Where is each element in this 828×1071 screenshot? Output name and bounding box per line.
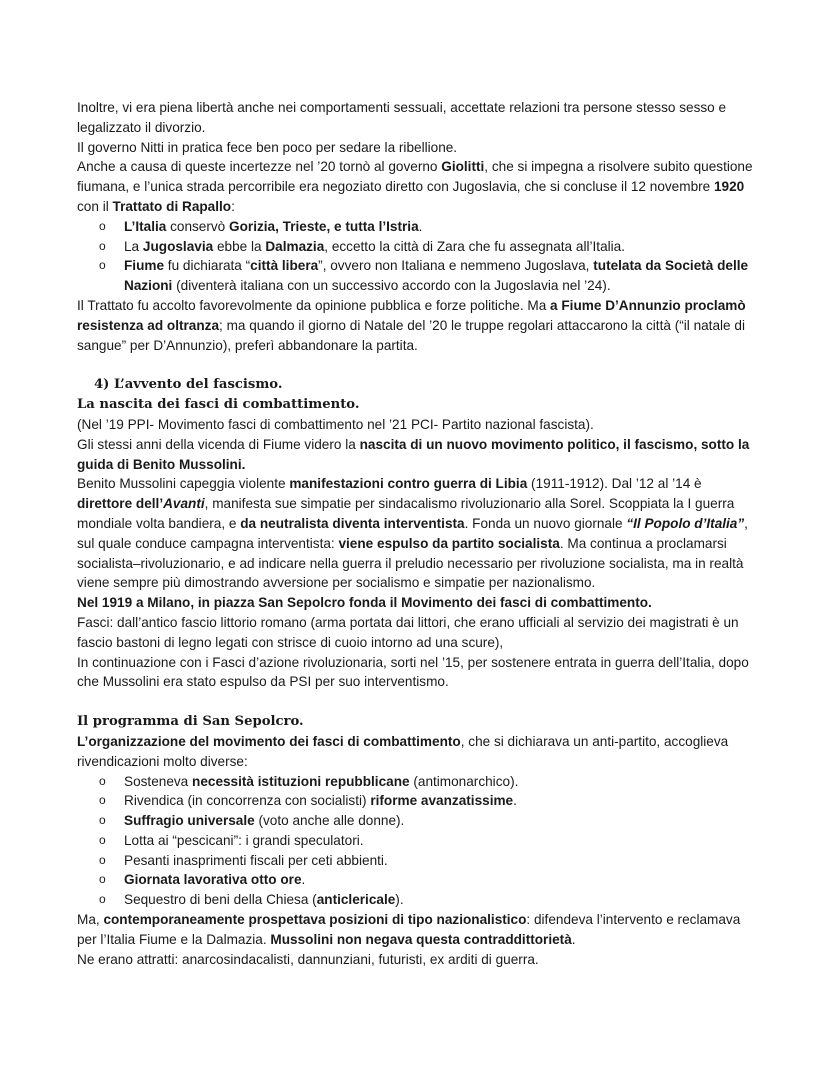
- rapallo-list: [77, 217, 757, 296]
- text-run: , che si impegna a risolvere subito questione fiumana, e l’unica strada percorribile era negoziato diretto con Jugoslavia, che si concluse il 12 novembre: [77, 159, 753, 195]
- list-item: [77, 811, 757, 831]
- program-list: [77, 772, 757, 911]
- text-run: Giolitti: [441, 159, 485, 175]
- bullet-icon: o: [99, 852, 106, 867]
- bullet-icon: o: [99, 218, 106, 233]
- text-run: :: [231, 198, 235, 214]
- paragraph-nationalism: [77, 910, 757, 950]
- text-run: Ne erano attratti: anarcosindacalisti, dannunziani, futuristi, ex arditi di guerra.: [77, 951, 539, 967]
- paragraph-treaty-reception: [77, 296, 757, 355]
- text-run: (1911-1912). Dal ’12 al ’14 è: [527, 476, 702, 492]
- list-item: [77, 890, 757, 910]
- text-run: La: [124, 238, 143, 254]
- paragraph-attracted: [77, 950, 757, 970]
- text-run: , sul quale conduce campagna interventista:: [77, 515, 748, 551]
- text-run: Dalmazia: [265, 238, 325, 254]
- text-run: (antimonarchico).: [409, 773, 519, 789]
- list-item: [77, 237, 757, 257]
- text-run: tutelata da Società delle Nazioni: [124, 258, 749, 294]
- text-run: .: [418, 218, 423, 234]
- text-run: Sosteneva: [124, 773, 193, 789]
- text-run: L’organizzazione del movimento dei fasci di combattimento: [77, 733, 461, 749]
- text-run: .: [571, 931, 576, 947]
- text-run: ”, ovvero non Italiana e nemmeno Jugoslava,: [318, 258, 594, 274]
- paragraph-timeline: [77, 415, 757, 435]
- text-run: Ma,: [77, 912, 104, 928]
- list-item: [77, 851, 757, 871]
- section-heading: 4) L’avvento del fascismo.: [94, 377, 283, 393]
- text-run: Nel 1919 a Milano, in piazza San Sepolcro fonda il Movimento dei fasci di combattimento.: [77, 595, 652, 611]
- text-run: Rivendica (in concorrenza con socialisti): [124, 793, 371, 809]
- paragraph-san-sepolcro: [77, 593, 757, 613]
- text-run: conservò: [166, 218, 230, 234]
- bullet-icon: o: [99, 892, 106, 907]
- text-run: riforme avanzatissime: [370, 793, 514, 809]
- bullet-icon: o: [99, 793, 106, 808]
- bullet-icon: o: [99, 832, 106, 847]
- text-run: Mussolini non negava questa contraddittorietà: [270, 931, 572, 947]
- text-run: Avanti: [163, 496, 205, 512]
- paragraph-giolitti: [77, 157, 757, 216]
- text-run: .: [513, 793, 517, 809]
- text-run: Fasci: dall’antico fascio littorio romano (arma portata dai littori, che erano ufficiali al servizio dei magistrati è un fascio bastoni di legno legati con strisce di cuoio intorno ad una scure),: [77, 614, 739, 650]
- paragraph-fasci-definition: [77, 613, 757, 653]
- text-run: città libera: [250, 258, 319, 274]
- text-run: direttore dell’: [77, 496, 164, 512]
- text-run: Lotta ai “pescicani”: i grandi speculatori.: [124, 832, 364, 848]
- text-run: Trattato di Rapallo: [112, 198, 232, 214]
- paragraph-organization: [77, 732, 757, 772]
- text-run: Fiume: [124, 258, 165, 274]
- text-run: Giornata lavorativa otto ore: [124, 872, 302, 888]
- text-run: nascita di un nuovo movimento politico, il fascismo, sotto la guida di Benito Mussolini.: [77, 436, 750, 472]
- text-run: , eccetto la città di Zara che fu assegnata all’Italia.: [324, 238, 626, 254]
- text-run: Sequestro di beni della Chiesa (: [124, 892, 317, 908]
- text-run: (diventerà italiana con un successivo accordo con la Jugoslavia nel ’24).: [172, 278, 611, 294]
- text-run: (voto anche alle donne).: [254, 813, 405, 829]
- subheading-programma: Il programma di San Sepolcro.: [77, 714, 304, 730]
- text-run: Il Trattato fu accolto favorevolmente da opinione pubblica e forze politiche. Ma: [77, 297, 551, 313]
- paragraph-fascism-birth: [77, 435, 757, 475]
- text-run: L’Italia: [124, 218, 167, 234]
- text-run: , che si dichiarava un anti-partito, accoglieva rivendicazioni molto diverse:: [77, 733, 729, 769]
- text-run: necessità istituzioni repubblicane: [192, 773, 410, 789]
- bullet-icon: o: [99, 872, 106, 887]
- list-item: [77, 217, 757, 237]
- list-item: [77, 256, 757, 296]
- paragraph-mussolini: [77, 474, 757, 593]
- paragraph-freedom: [77, 98, 757, 138]
- text-run: a Fiume D’Annunzio proclamò resistenza ad oltranza: [77, 297, 746, 333]
- text-run: : difendeva l’intervento e reclamava per l’Italia Fiume e la Dalmazia.: [77, 912, 741, 947]
- text-run: . Ma continua a proclamarsi socialista–rivoluzionario, e ad indicare nella guerra il preludio necessario per rivoluzione socialista, ma in realtà viene sempre più dimostrando avversione per socialismo e simpatie per nazionalismo.: [77, 535, 744, 591]
- text-run: contemporaneamente prospettava posizioni di tipo nazionalistico: [103, 912, 527, 928]
- text-run: Benito Mussolini capeggia violente: [77, 476, 290, 492]
- text-run: “Il Popolo d’Italia”: [626, 515, 745, 531]
- text-run: anticlericale: [316, 892, 396, 908]
- text-run: Gli stessi anni della vicenda di Fiume videro la: [77, 436, 360, 452]
- bullet-icon: o: [99, 238, 106, 253]
- text-run: da neutralista diventa interventista: [240, 515, 465, 531]
- paragraph-nitti: [77, 138, 757, 158]
- paragraph-continuation: [77, 653, 757, 693]
- text-run: viene espulso da partito socialista: [338, 535, 560, 551]
- bullet-icon: o: [99, 773, 106, 788]
- text-run: Pesanti inasprimenti fiscali per ceti abbienti.: [124, 852, 388, 868]
- text-run: Inoltre, vi era piena libertà anche nei comportamenti sessuali, accettate relazioni tra persone stesso sesso e legalizzato il divorzio.: [77, 100, 727, 135]
- text-run: (Nel ’19 PPI- Movimento fasci di combattimento nel ’21 PCI- Partito nazional fascista).: [77, 416, 594, 432]
- list-item: [77, 831, 757, 851]
- text-run: , manifesta sue simpatie per sindacalismo rivoluzionario alla Sorel. Scoppiata la I guerra mondiale volta bandiera, e: [77, 496, 735, 531]
- text-run: Gorizia, Trieste, e tutta l’Istria: [229, 218, 419, 234]
- text-run: manifestazioni contro guerra di Libia: [289, 476, 528, 492]
- list-item: [77, 772, 757, 792]
- text-run: ebbe la: [213, 238, 266, 254]
- text-run: . Fonda un nuovo giornale: [464, 515, 627, 531]
- text-run: Anche a causa di queste incertezze nel ’20 tornò al governo: [77, 159, 442, 175]
- bullet-icon: o: [99, 258, 106, 273]
- subheading-fasci: La nascita dei fasci di combattimento.: [77, 397, 360, 413]
- text-run: .: [301, 872, 306, 888]
- text-run: In continuazione con i Fasci d’azione rivoluzionaria, sorti nel ’15, per sostenere entrata in guerra dell’Italia, dopo che Mussolini era stato espulso da PSI per suo interventismo.: [77, 654, 749, 690]
- text-run: Il governo Nitti in pratica fece ben poco per sedare la ribellione.: [77, 139, 458, 155]
- text-run: ; ma quando il giorno di Natale del ’20 le truppe regolari attaccarono la città (“il natale di sangue” per D’Annunzio), preferì abbandonare la partita.: [77, 317, 745, 353]
- bullet-icon: o: [99, 813, 106, 828]
- list-item: [77, 870, 757, 890]
- text-run: fu dichiarata “: [164, 258, 251, 274]
- text-run: con il: [77, 198, 113, 214]
- list-item: [77, 791, 757, 811]
- document-page: [77, 98, 757, 969]
- text-run: Suffragio universale: [124, 813, 255, 829]
- text-run: Jugoslavia: [142, 238, 214, 254]
- text-run: ).: [395, 892, 404, 908]
- text-run: 1920: [714, 179, 745, 195]
